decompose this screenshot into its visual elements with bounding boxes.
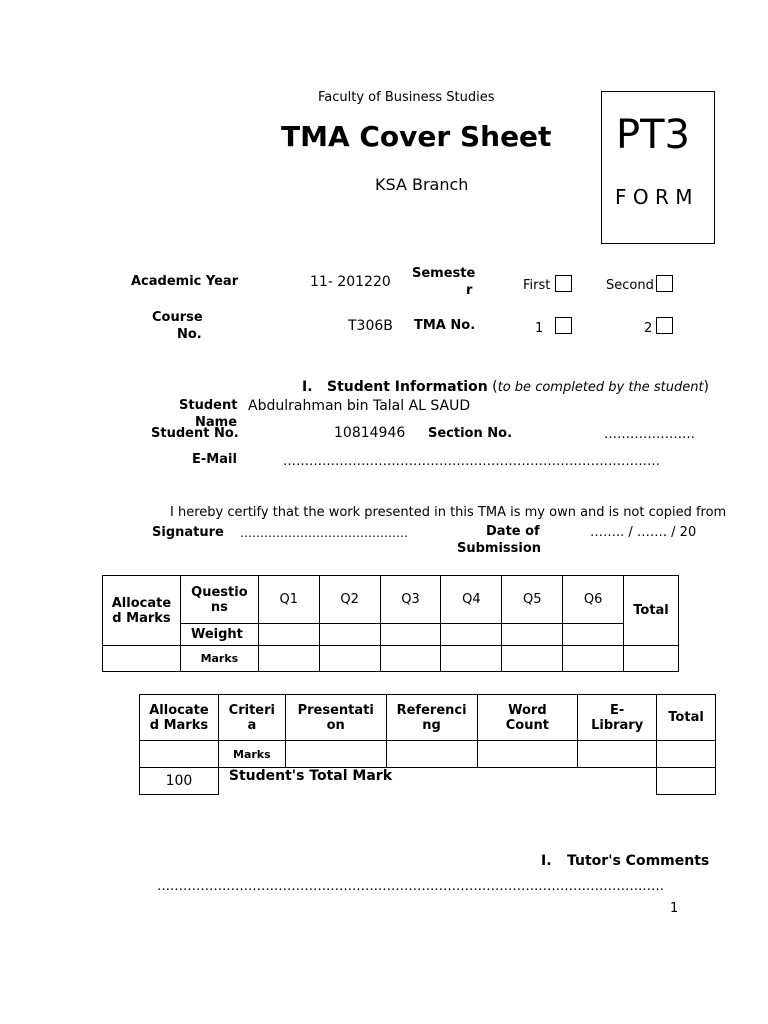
referencing-marks-cell[interactable] [386, 741, 477, 768]
semester-label-1: Semeste [412, 266, 476, 281]
allocated-total-value: 100 [140, 768, 219, 795]
tutor-comment-line[interactable]: ……………………………………………………………………………………………………… [157, 879, 664, 894]
weight-q5-cell[interactable] [502, 624, 563, 646]
word-count-header: Word Count [477, 695, 578, 741]
date-label-2: Submission [457, 541, 542, 556]
marks-label: Marks [180, 646, 258, 672]
faculty-name: Faculty of Business Studies [318, 90, 495, 105]
course-no-label-1: Course [152, 310, 203, 325]
criteria-allocated-header: Allocate d Marks [140, 695, 219, 741]
questions-table [102, 575, 679, 672]
marks-q3-cell[interactable] [380, 646, 441, 672]
elibrary-header: E- Library [578, 695, 657, 741]
signature-label: Signature [152, 525, 224, 540]
student-name-label-2: Name [195, 415, 238, 430]
q6-header: Q6 [563, 576, 624, 624]
weight-q6-cell[interactable] [563, 624, 624, 646]
student-no-label: Student No. [151, 426, 239, 441]
referencing-header: Referenci ng [386, 695, 477, 741]
elibrary-marks-cell[interactable] [578, 741, 657, 768]
tma-2-checkbox[interactable] [656, 317, 673, 334]
certification-text: I hereby certify that the work presented in this TMA is my own and is not copied from [170, 505, 727, 520]
students-total-cell[interactable] [657, 768, 716, 795]
date-value: …….. / ……. / 20 [590, 525, 697, 540]
word-count-marks-cell[interactable] [477, 741, 578, 768]
course-no-value: T306B [348, 318, 393, 334]
branch-name: KSA Branch [375, 175, 469, 194]
weight-q1-cell[interactable] [258, 624, 319, 646]
second-label: Second [606, 278, 654, 293]
tutor-section-heading: Tutor's Comments [567, 853, 710, 869]
student-section-note: to be completed by the student [497, 380, 704, 395]
student-section-heading: Student Information [327, 379, 488, 395]
criteria-allocated-cell[interactable] [140, 741, 219, 768]
marks-q2-cell[interactable] [319, 646, 380, 672]
q3-header: Q3 [380, 576, 441, 624]
academic-year-value: 11- 201220 [310, 274, 391, 290]
page-title: TMA Cover Sheet [281, 120, 552, 153]
total-header: Total [624, 576, 679, 646]
signature-value: …………………………………… [240, 526, 408, 540]
marks-q6-cell[interactable] [563, 646, 624, 672]
questions-header: Questio ns [180, 576, 258, 624]
q5-header: Q5 [502, 576, 563, 624]
q4-header: Q4 [441, 576, 502, 624]
form-label: F O R M [615, 185, 693, 209]
email-value: …………………………………………………………………………… [283, 454, 660, 469]
weight-q4-cell[interactable] [441, 624, 502, 646]
allocated-marks-cell[interactable] [103, 646, 181, 672]
email-label: E-Mail [192, 452, 237, 467]
students-total-label: Student's Total Mark [218, 768, 656, 795]
page-number: 1 [670, 901, 679, 916]
marks-total-cell[interactable] [624, 646, 679, 672]
criteria-header: Criteri a [218, 695, 285, 741]
student-no-value: 10814946 [334, 425, 406, 441]
student-name-value: Abdulrahman bin Talal AL SAUD [248, 398, 471, 414]
tutor-section-number: I. [541, 853, 552, 869]
student-section-number: I. [302, 379, 313, 395]
course-no-label-2: No. [177, 327, 202, 342]
student-name-label-1: Student [179, 398, 238, 413]
weight-label: Weight [180, 624, 258, 646]
presentation-marks-cell[interactable] [285, 741, 386, 768]
student-section-heading-line [327, 379, 709, 395]
section-no-label: Section No. [428, 426, 513, 441]
tma-option-2-label: 2 [644, 321, 653, 336]
tma-option-1-label: 1 [535, 321, 544, 336]
tma-no-label: TMA No. [414, 318, 476, 333]
weight-q3-cell[interactable] [380, 624, 441, 646]
first-label: First [523, 278, 551, 293]
first-checkbox[interactable] [555, 275, 572, 292]
tma-1-checkbox[interactable] [555, 317, 572, 334]
date-label-1: Date of [486, 524, 540, 539]
q2-header: Q2 [319, 576, 380, 624]
allocated-marks-header: Allocate d Marks [103, 576, 181, 646]
student-section-note-open: ( [492, 379, 498, 395]
criteria-marks-label: Marks [218, 741, 285, 768]
section-no-value: ………………… [604, 427, 695, 442]
marks-q1-cell[interactable] [258, 646, 319, 672]
semester-label-2: r [466, 283, 473, 298]
academic-year-label: Academic Year [131, 274, 239, 289]
presentation-header: Presentati on [285, 695, 386, 741]
criteria-table [139, 694, 716, 795]
criteria-total-cell[interactable] [657, 741, 716, 768]
form-code: PT3 [616, 112, 691, 158]
student-section-note-close: ) [703, 379, 710, 395]
criteria-total-header: Total [657, 695, 716, 741]
weight-q2-cell[interactable] [319, 624, 380, 646]
marks-q4-cell[interactable] [441, 646, 502, 672]
q1-header: Q1 [258, 576, 319, 624]
second-checkbox[interactable] [656, 275, 673, 292]
marks-q5-cell[interactable] [502, 646, 563, 672]
